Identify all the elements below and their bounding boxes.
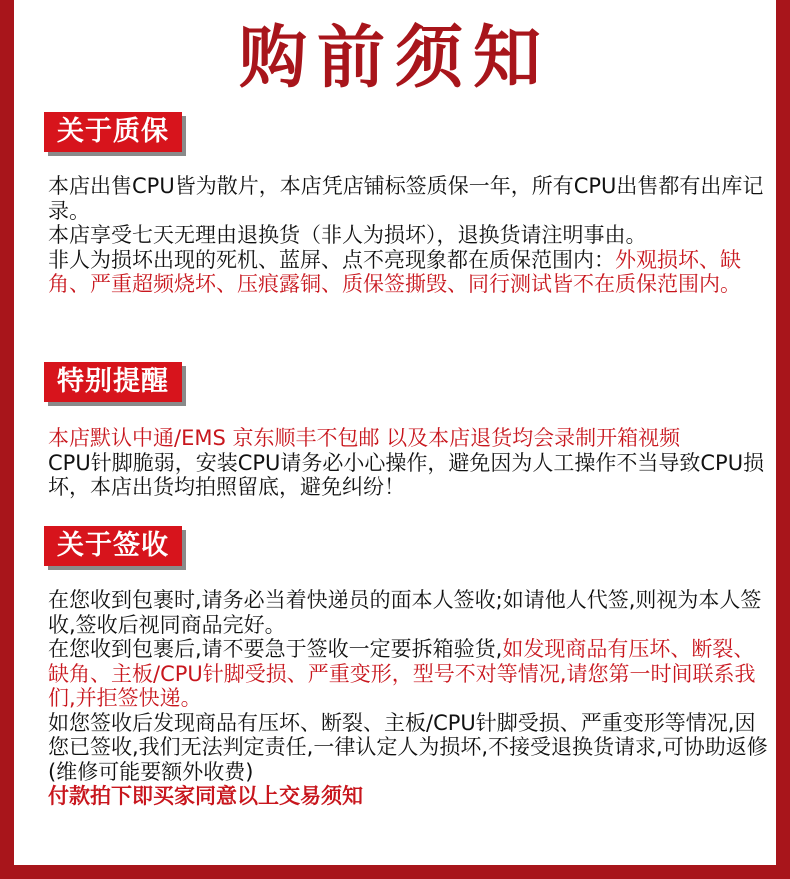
page-title: 购前须知 [238,19,551,98]
paragraph-text: 在您收到包裹后,请不要急于签收一定要拆箱验货, [48,637,503,661]
paragraph [48,248,768,297]
warranty-text [48,174,768,297]
paragraph [48,426,768,451]
paragraph [48,451,768,500]
paragraph-highlight: 本店默认中通/EMS 京东顺丰不包邮 以及本店退货均会录制开箱视频 [48,426,681,450]
paragraph-text: 本店出售CPU皆为散片，本店凭店铺标签质保一年，所有CPU出售都有出库记录。 [48,174,764,223]
final-notice: 付款拍下即买家同意以上交易须知 [48,784,363,808]
paragraph-text: CPU针脚脆弱，安装CPU请务必小心操作，避免因为人工操作不当导致CPU损坏，本店出货均拍照留底，避免纠纷！ [48,450,765,499]
section-label: 关于质保 [44,112,182,152]
paragraph-highlight: 如发现商品有压坏、断裂、缺角、主板/CPU针脚受损、严重变形，型号不对等情况,请您第一时间联系我们,并拒签快递。 [48,637,756,710]
notice-panel [14,0,776,865]
paragraph [48,711,768,785]
paragraph [48,223,768,248]
section-tag-reminder [44,362,182,402]
paragraph-highlight: 外观损坏、缺角、严重超频烧坏、压痕露铜、质保签撕毁、同行测试皆不在质保范围内。 [48,247,741,296]
paragraph-text: 在您收到包裹时,请务必当着快递员的面本人签收;如请他人代签,则视为本人签收,签收后视同商品完好。 [48,588,762,637]
section-label: 关于签收 [44,526,182,566]
paragraph [48,588,768,637]
signing-text [48,588,768,809]
paragraph-text: 非人为损坏出现的死机、蓝屏、点不亮现象都在质保范围内： [48,247,615,272]
section-tag-signing [44,526,182,566]
section-label: 特别提醒 [44,362,182,402]
paragraph [48,784,768,809]
reminder-text [48,426,768,500]
paragraph [48,637,768,711]
paragraph-text: 本店享受七天无理由退换货（非人为损坏），退换货请注明事由。 [48,223,647,247]
paragraph-text: 如您签收后发现商品有压坏、断裂、主板/CPU针脚受损、严重变形等情况,因您已签收,我们无法判定责任,一律认定人为损坏,不接受退换货请求,可协助返修(维修可能要额外收费) [48,710,768,784]
section-tag-warranty [44,112,182,152]
paragraph [48,174,768,223]
